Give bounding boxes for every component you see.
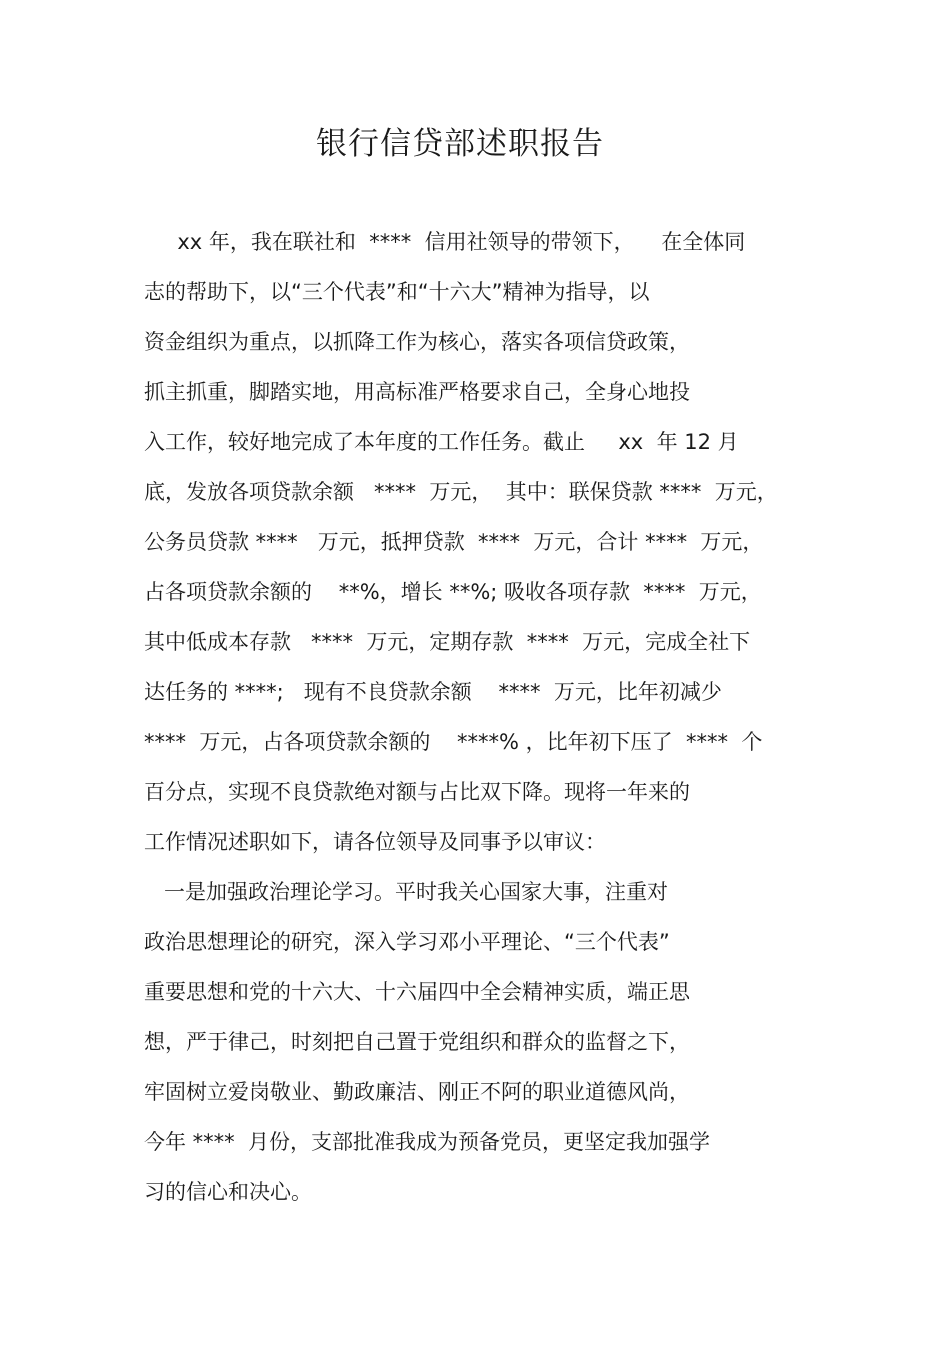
paragraph-1-line-7: 公务员贷款 **** 万元，抵押贷款 **** 万元，合计 **** 万元， (144, 530, 764, 554)
paragraph-2-line-5: 牢固树立爱岗敬业、勤政廉洁、刚正不阿的职业道德风尚， (144, 1080, 690, 1104)
paragraph-1-line-6: 底，发放各项贷款余额 **** 万元， 其中：联保贷款 **** 万元， (144, 480, 778, 504)
paragraph-1-line-13: 工作情况述职如下，请各位领导及同事予以审议： (144, 830, 606, 854)
paragraph-1-line-3: 资金组织为重点，以抓降工作为核心，落实各项信贷政策， (144, 330, 690, 354)
paragraph-1-line-9: 其中低成本存款 **** 万元，定期存款 **** 万元，完成全社下 (144, 630, 751, 654)
paragraph-2-line-2: 政治思想理论的研究，深入学习邓小平理论、“三个代表” (144, 930, 670, 954)
paragraph-1-line-2: 志的帮助下，以“三个代表”和“十六大”精神为指导，以 (144, 280, 650, 304)
paragraph-2-line-6: 今年 **** 月份，支部批准我成为预备党员，更坚定我加强学 (144, 1130, 711, 1154)
paragraph-1-line-1: xx 年，我在联社和 **** 信用社领导的带领下， 在全体同 (144, 230, 746, 254)
document-title: 银行信贷部述职报告 (316, 126, 604, 162)
paragraph-2-line-1: 一是加强政治理论学习。平时我关心国家大事，注重对 (144, 880, 669, 904)
paragraph-1-line-8: 占各项贷款余额的 **%，增长 **%; 吸收各项存款 **** 万元， (144, 580, 762, 604)
paragraph-1-line-4: 抓主抓重，脚踏实地，用高标准严格要求自己，全身心地投 (144, 380, 690, 404)
paragraph-1-line-11: **** 万元，占各项贷款余额的 ****% ，比年初下压了 **** 个 (144, 730, 763, 754)
paragraph-1-line-10: 达任务的 ****; 现有不良贷款余额 **** 万元，比年初减少 (144, 680, 722, 704)
paragraph-2-line-4: 想，严于律己，时刻把自己置于党组织和群众的监督之下， (144, 1030, 690, 1054)
paragraph-2-line-7: 习的信心和决心。 (144, 1180, 312, 1204)
paragraph-2-line-3: 重要思想和党的十六大、十六届四中全会精神实质，端正思 (144, 980, 690, 1004)
paragraph-1-line-12: 百分点，实现不良贷款绝对额与占比双下降。现将一年来的 (144, 780, 690, 804)
paragraph-1-line-5: 入工作，较好地完成了本年度的工作任务。截止 xx 年 12 月 (144, 430, 739, 454)
